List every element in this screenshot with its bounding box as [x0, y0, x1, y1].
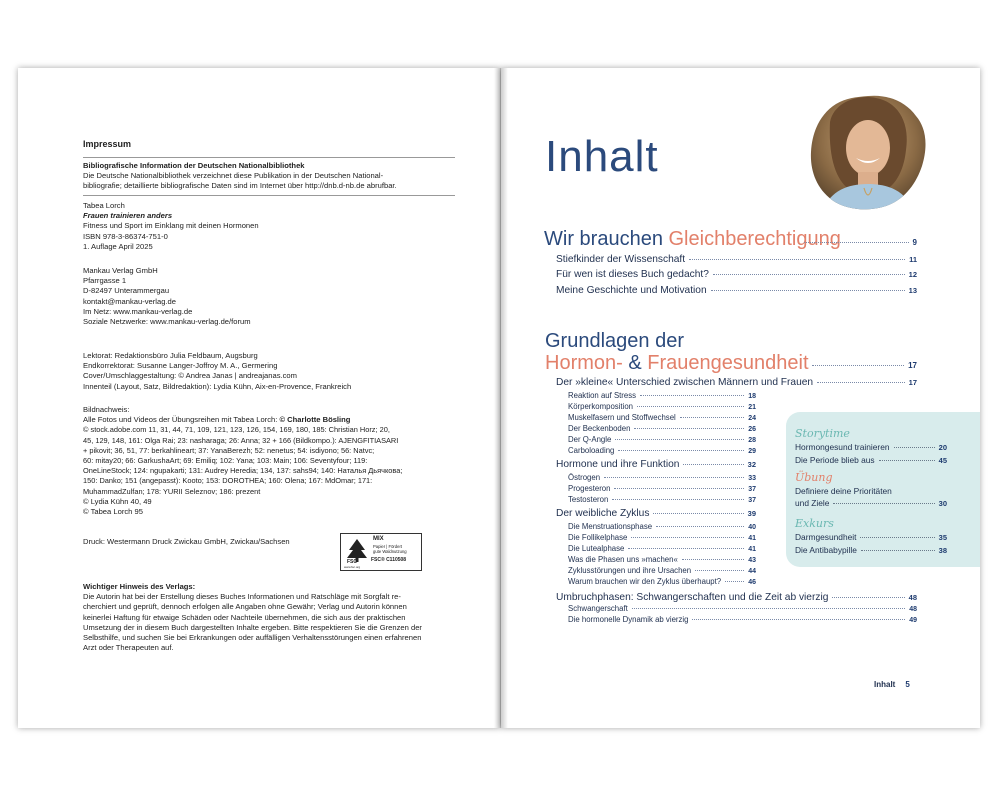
toc-subentry[interactable] [568, 555, 756, 564]
toc-label: Hormone und ihre Funktion [556, 459, 680, 470]
section1-title-part2: Gleichberechtigung [668, 228, 841, 250]
page-number: 17 [908, 361, 917, 370]
page-number: 18 [748, 393, 756, 400]
page-number: 48 [908, 593, 917, 602]
notice-line: Arzt oder Therapeuten auf. [83, 643, 174, 653]
toc-label: Muskelfasern und Stoffwechsel [568, 413, 676, 422]
credit-line: Innenteil (Layout, Satz, Bildredaktion): Lydia Kühn, Aix-en-Provence, Frankreich [83, 381, 352, 391]
biblio-line: Die Deutsche Nationalbibliothek verzeichnet diese Publikation in der Deutschen National- [83, 171, 384, 181]
leader-dots [615, 439, 744, 440]
notice-heading: Wichtiger Hinweis des Verlags: [83, 582, 196, 591]
toc-label: Der »kleine« Unterschied zwischen Männern und Frauen [556, 377, 814, 388]
page-number: 46 [748, 579, 756, 586]
toc-label: Die Periode blieb aus [795, 455, 875, 465]
section-title-2b [545, 352, 809, 375]
toc-label: Der Q-Angle [568, 435, 612, 444]
toc-subentry[interactable] [568, 413, 756, 422]
impressum-heading: Impressum [83, 139, 132, 149]
toc-label: Die Antibabypille [795, 545, 857, 555]
fsc-paper: Papier | Fördert [373, 544, 403, 549]
photo-lorch: © Tabea Lorch 95 [83, 507, 143, 517]
fsc-text [373, 544, 407, 554]
divider [83, 195, 455, 196]
credits [83, 351, 351, 392]
fsc-logo-text: FSC [347, 559, 357, 565]
toc-label: Schwangerschaft [568, 604, 628, 613]
photographer: © Charlotte Bösling [279, 415, 351, 425]
page-number: 41 [748, 535, 756, 542]
leader-dots [614, 488, 744, 489]
notice-line: keinerlei Haftung für etwaige Schäden oder Nachteile übernehmen, die sich aus der praktischen [83, 612, 406, 622]
page-number: 12 [908, 270, 917, 279]
leader-dots [680, 417, 744, 418]
author: Tabea Lorch [83, 201, 125, 210]
uebung-entry[interactable] [795, 498, 947, 508]
page-number: 17 [908, 378, 917, 387]
photo-line: © stock.adobe.com 11, 31, 44, 71, 109, 121, 123, 126, 154, 169, 180, 185: Christian Horz; 20, [83, 425, 390, 435]
toc-label: Der weibliche Zyklus [556, 508, 650, 519]
uebung-heading: Übung [795, 471, 833, 484]
section1-title-part1: Wir brauchen [544, 228, 669, 250]
toc-label: Zyklusstörungen und ihre Ursachen [568, 566, 692, 575]
page-number: 49 [909, 617, 917, 624]
page-number: 35 [938, 533, 947, 542]
leader-dots [634, 428, 744, 429]
page-number: 29 [748, 448, 756, 455]
page-number: 33 [748, 475, 756, 482]
toc-entry-section1[interactable] [800, 238, 917, 247]
footer-page-number: 5 [905, 680, 910, 689]
isbn: ISBN 978-3-86374-751-0 [83, 231, 168, 241]
page-number: 24 [748, 415, 756, 422]
toc-label: Körperkomposition [568, 402, 634, 411]
leader-dots [612, 499, 744, 500]
toc-group[interactable] [556, 459, 756, 470]
fsc-forest: gute Waldnutzung [373, 549, 407, 554]
page-number: 40 [748, 524, 756, 531]
fsc-label [340, 533, 422, 571]
section2-title-part2b: & [628, 352, 648, 374]
toc-label: Die Menstruationsphase [568, 522, 653, 531]
uebung-entry-line1[interactable] [795, 486, 892, 496]
toc-title: Inhalt [545, 132, 659, 181]
toc-subentry[interactable] [568, 544, 756, 553]
toc-label: Für wen ist dieses Buch gedacht? [556, 269, 709, 280]
biblio-line: bibliografie; detaillierte bibliografische Daten sind im Internet über http://dnb.d-nb.de abrufbar. [83, 181, 397, 191]
photo-heading: Bildnachweis: [83, 405, 130, 414]
section2-title-part2a: Hormon- [545, 352, 629, 374]
exkurs-entry[interactable] [795, 532, 947, 542]
divider [83, 157, 455, 158]
exkurs-entry[interactable] [795, 545, 947, 555]
fsc-code: FSC® C110508 [371, 557, 407, 563]
leader-dots [894, 447, 935, 448]
credit-line: Cover/Umschlaggestaltung: © Andrea Janas | andreajanas.com [83, 371, 297, 381]
edition: 1. Auflage April 2025 [83, 241, 153, 251]
page-number: 21 [748, 404, 756, 411]
toc-label: Die hormonelle Dynamik ab vierzig [568, 615, 689, 624]
page-number: 48 [909, 606, 917, 613]
leader-dots [692, 619, 905, 620]
photo-line: MuhammadZulfan; 178: YURII Seleznov; 186: prezent [83, 486, 261, 496]
leader-dots [604, 477, 744, 478]
storytime-entry[interactable] [795, 442, 947, 452]
leader-dots [683, 464, 743, 465]
publisher-line: D-82497 Unterammergau [83, 286, 170, 296]
toc-label: Was die Phasen uns »machen« [568, 555, 678, 564]
notice-line: Umsetzung der in diesem Buch dargestellten Inhalte ergeben. Bitte respektieren Sie die Grenzen der [83, 622, 422, 632]
publisher-notice [83, 582, 458, 653]
publisher-social[interactable]: Soziale Netzwerke: www.mankau-verlag.de/forum [83, 317, 251, 327]
leader-dots [628, 548, 744, 549]
photo-line: 45, 129, 148, 161: Olga Rai; 23: nasharaga; 26: Anna; 32 + 166 (Bildkompo.): AJENGFITIASARI [83, 435, 399, 445]
publisher-line: Pfarrgasse 1 [83, 276, 127, 286]
page-number: 45 [938, 456, 947, 465]
section-title-1 [544, 228, 841, 251]
storytime-entry[interactable] [795, 455, 947, 465]
leader-dots [695, 570, 744, 571]
notice-line: Selbsthilfe, und suchen Sie bei Erkrankungen oder auffälligen Verhaltensstörungen einen erfahrenen [83, 633, 422, 643]
biblio-heading: Bibliografische Information der Deutschen Nationalbibliothek [83, 161, 305, 170]
page-number: 20 [938, 443, 947, 452]
toc-group[interactable] [556, 592, 917, 603]
page-number: 11 [909, 255, 917, 264]
leader-dots [804, 242, 909, 243]
photo-line [83, 415, 458, 425]
leader-dots [713, 274, 905, 275]
toc-label: Testosteron [568, 495, 609, 504]
toc-group[interactable] [556, 508, 756, 519]
footer-label: Inhalt [874, 680, 896, 689]
toc-label: Warum brauchen wir den Zyklus überhaupt? [568, 577, 722, 586]
page-number: 32 [747, 460, 756, 469]
page-number: 26 [748, 426, 756, 433]
toc-subentry[interactable] [568, 391, 756, 400]
page-number: 37 [748, 497, 756, 504]
credit-line: Lektorat: Redaktionsbüro Julia Feldbaum, Augsburg [83, 351, 258, 360]
publisher-web[interactable]: Im Netz: www.mankau-verlag.de [83, 306, 193, 316]
biblio-block [83, 161, 397, 192]
toc-label: Die Follikelphase [568, 533, 628, 542]
page-number: 28 [748, 437, 756, 444]
toc-entry[interactable] [556, 285, 917, 296]
book-subtitle: Fitness und Sport im Einklang mit deinen Hormonen [83, 221, 259, 231]
page-number: 13 [908, 286, 917, 295]
book-info [83, 201, 259, 252]
toc-subentry[interactable] [568, 446, 756, 455]
page-number: 38 [938, 546, 947, 555]
toc-group[interactable] [556, 377, 917, 388]
publisher-line: Mankau Verlag GmbH [83, 266, 158, 275]
toc-label: Reaktion auf Stress [568, 391, 637, 400]
storytime-heading: Storytime [795, 427, 850, 440]
leader-dots [711, 290, 905, 291]
leader-dots [860, 537, 934, 538]
page-number: 30 [938, 499, 947, 508]
fsc-url: www.fsc.org [344, 565, 361, 569]
toc-label: und Ziele [795, 498, 830, 508]
toc-subentry[interactable] [568, 577, 756, 586]
leader-dots [725, 581, 744, 582]
toc-subentry[interactable] [568, 566, 756, 575]
leader-dots [812, 365, 904, 366]
leader-dots [631, 537, 744, 538]
toc-label: Definiere deine Prioritäten [795, 486, 892, 496]
photo-line: 150: Danko; 151 (angepasst): Kooto; 153: DOROTHEA; 160: Olena; 167: MdOmar; 171: [83, 476, 373, 486]
publisher-email[interactable]: kontakt@mankau-verlag.de [83, 296, 176, 306]
notice-line: Die Autorin hat bei der Erstellung dieses Buches Informationen und Ratschläge mit Sorgfalt re- [83, 592, 401, 602]
leader-dots [653, 513, 743, 514]
leader-dots [817, 382, 905, 383]
toc-subentry[interactable] [568, 522, 756, 531]
leader-dots [861, 550, 935, 551]
credit-line: Endkorrektorat: Susanne Langer-Joffroy M. A., Germering [83, 361, 278, 371]
photo-line: OneLineStock; 124: ngupakarti; 131: Audrey Heredia; 134, 137: sahs94; 140: Наталья Дьячкова; [83, 466, 403, 476]
leader-dots [656, 526, 744, 527]
page-number: 44 [748, 568, 756, 575]
notice-line: cherchiert und geprüft, dennoch erfolgen alle Angaben ohne Gewähr; Verlag und Autorin können [83, 602, 407, 612]
page-number: 41 [748, 546, 756, 553]
toc-subentry[interactable] [568, 435, 756, 444]
toc-subentry[interactable] [568, 533, 756, 542]
toc-label: Progesteron [568, 484, 611, 493]
toc-subentry[interactable] [568, 424, 756, 433]
book-title: Frauen trainieren anders [83, 211, 173, 221]
leader-dots [833, 503, 934, 504]
fsc-mix: MIX [373, 536, 384, 542]
publisher-info [83, 266, 251, 327]
toc-label: Carboloading [568, 446, 615, 455]
toc-label: Umbruchphasen: Schwangerschaften und die Zeit ab vierzig [556, 592, 829, 603]
photo-line: 60: mitay20; 66: GarkushaArt; 69: Emiliq; 102: Yana; 103: Main; 106: Seventyfour; 119: [83, 456, 368, 466]
print-line: Druck: Westermann Druck Zwickau GmbH, Zwickau/Sachsen [83, 537, 290, 546]
book-gutter [494, 68, 508, 728]
leader-dots [640, 395, 744, 396]
toc-label: Der Beckenboden [568, 424, 631, 433]
photo-prefix: Alle Fotos und Videos der Übungsreihen mit Tabea Lorch: [83, 415, 280, 425]
toc-label: Östrogen [568, 473, 601, 482]
page-number: 43 [748, 557, 756, 564]
leader-dots [879, 460, 935, 461]
toc-label: Hormongesund trainieren [795, 442, 890, 452]
toc-entry-section2[interactable] [808, 361, 917, 370]
leader-dots [689, 259, 905, 260]
page-footer [874, 680, 910, 689]
photo-credits [83, 405, 458, 517]
photo-kuehn: © Lydia Kühn 40, 49 [83, 496, 152, 506]
toc-label: Meine Geschichte und Motivation [556, 285, 707, 296]
section2-title-part2c: Frauengesundheit [647, 352, 809, 374]
page-number: 37 [748, 486, 756, 493]
leader-dots [832, 597, 904, 598]
toc-entry[interactable] [556, 269, 917, 280]
section-title-2a: Grundlagen der [545, 330, 684, 352]
photo-line: + pikovit; 36, 51, 77: berkahlineart; 37: YanaBerezh; 52: nenetus; 54: isdiyono; 56: Natvc; [83, 445, 375, 455]
toc-subentry[interactable] [568, 495, 756, 504]
toc-subentry[interactable] [568, 484, 756, 493]
author-photo [806, 92, 930, 214]
page-number: 39 [747, 509, 756, 518]
exkurs-heading: Exkurs [795, 517, 834, 530]
leader-dots [618, 450, 744, 451]
toc-subentry[interactable] [568, 615, 917, 624]
page-number: 9 [912, 238, 917, 247]
toc-label: Die Lutealphase [568, 544, 625, 553]
leader-dots [637, 406, 744, 407]
toc-label: Darmgesundheit [795, 532, 857, 542]
leader-dots [632, 608, 905, 609]
toc-subentry[interactable] [568, 402, 756, 411]
leader-dots [682, 559, 744, 560]
toc-subentry[interactable] [568, 473, 756, 482]
toc-entry[interactable] [556, 254, 917, 265]
toc-subentry[interactable] [568, 604, 917, 613]
toc-label: Stiefkinder der Wissenschaft [556, 254, 686, 265]
